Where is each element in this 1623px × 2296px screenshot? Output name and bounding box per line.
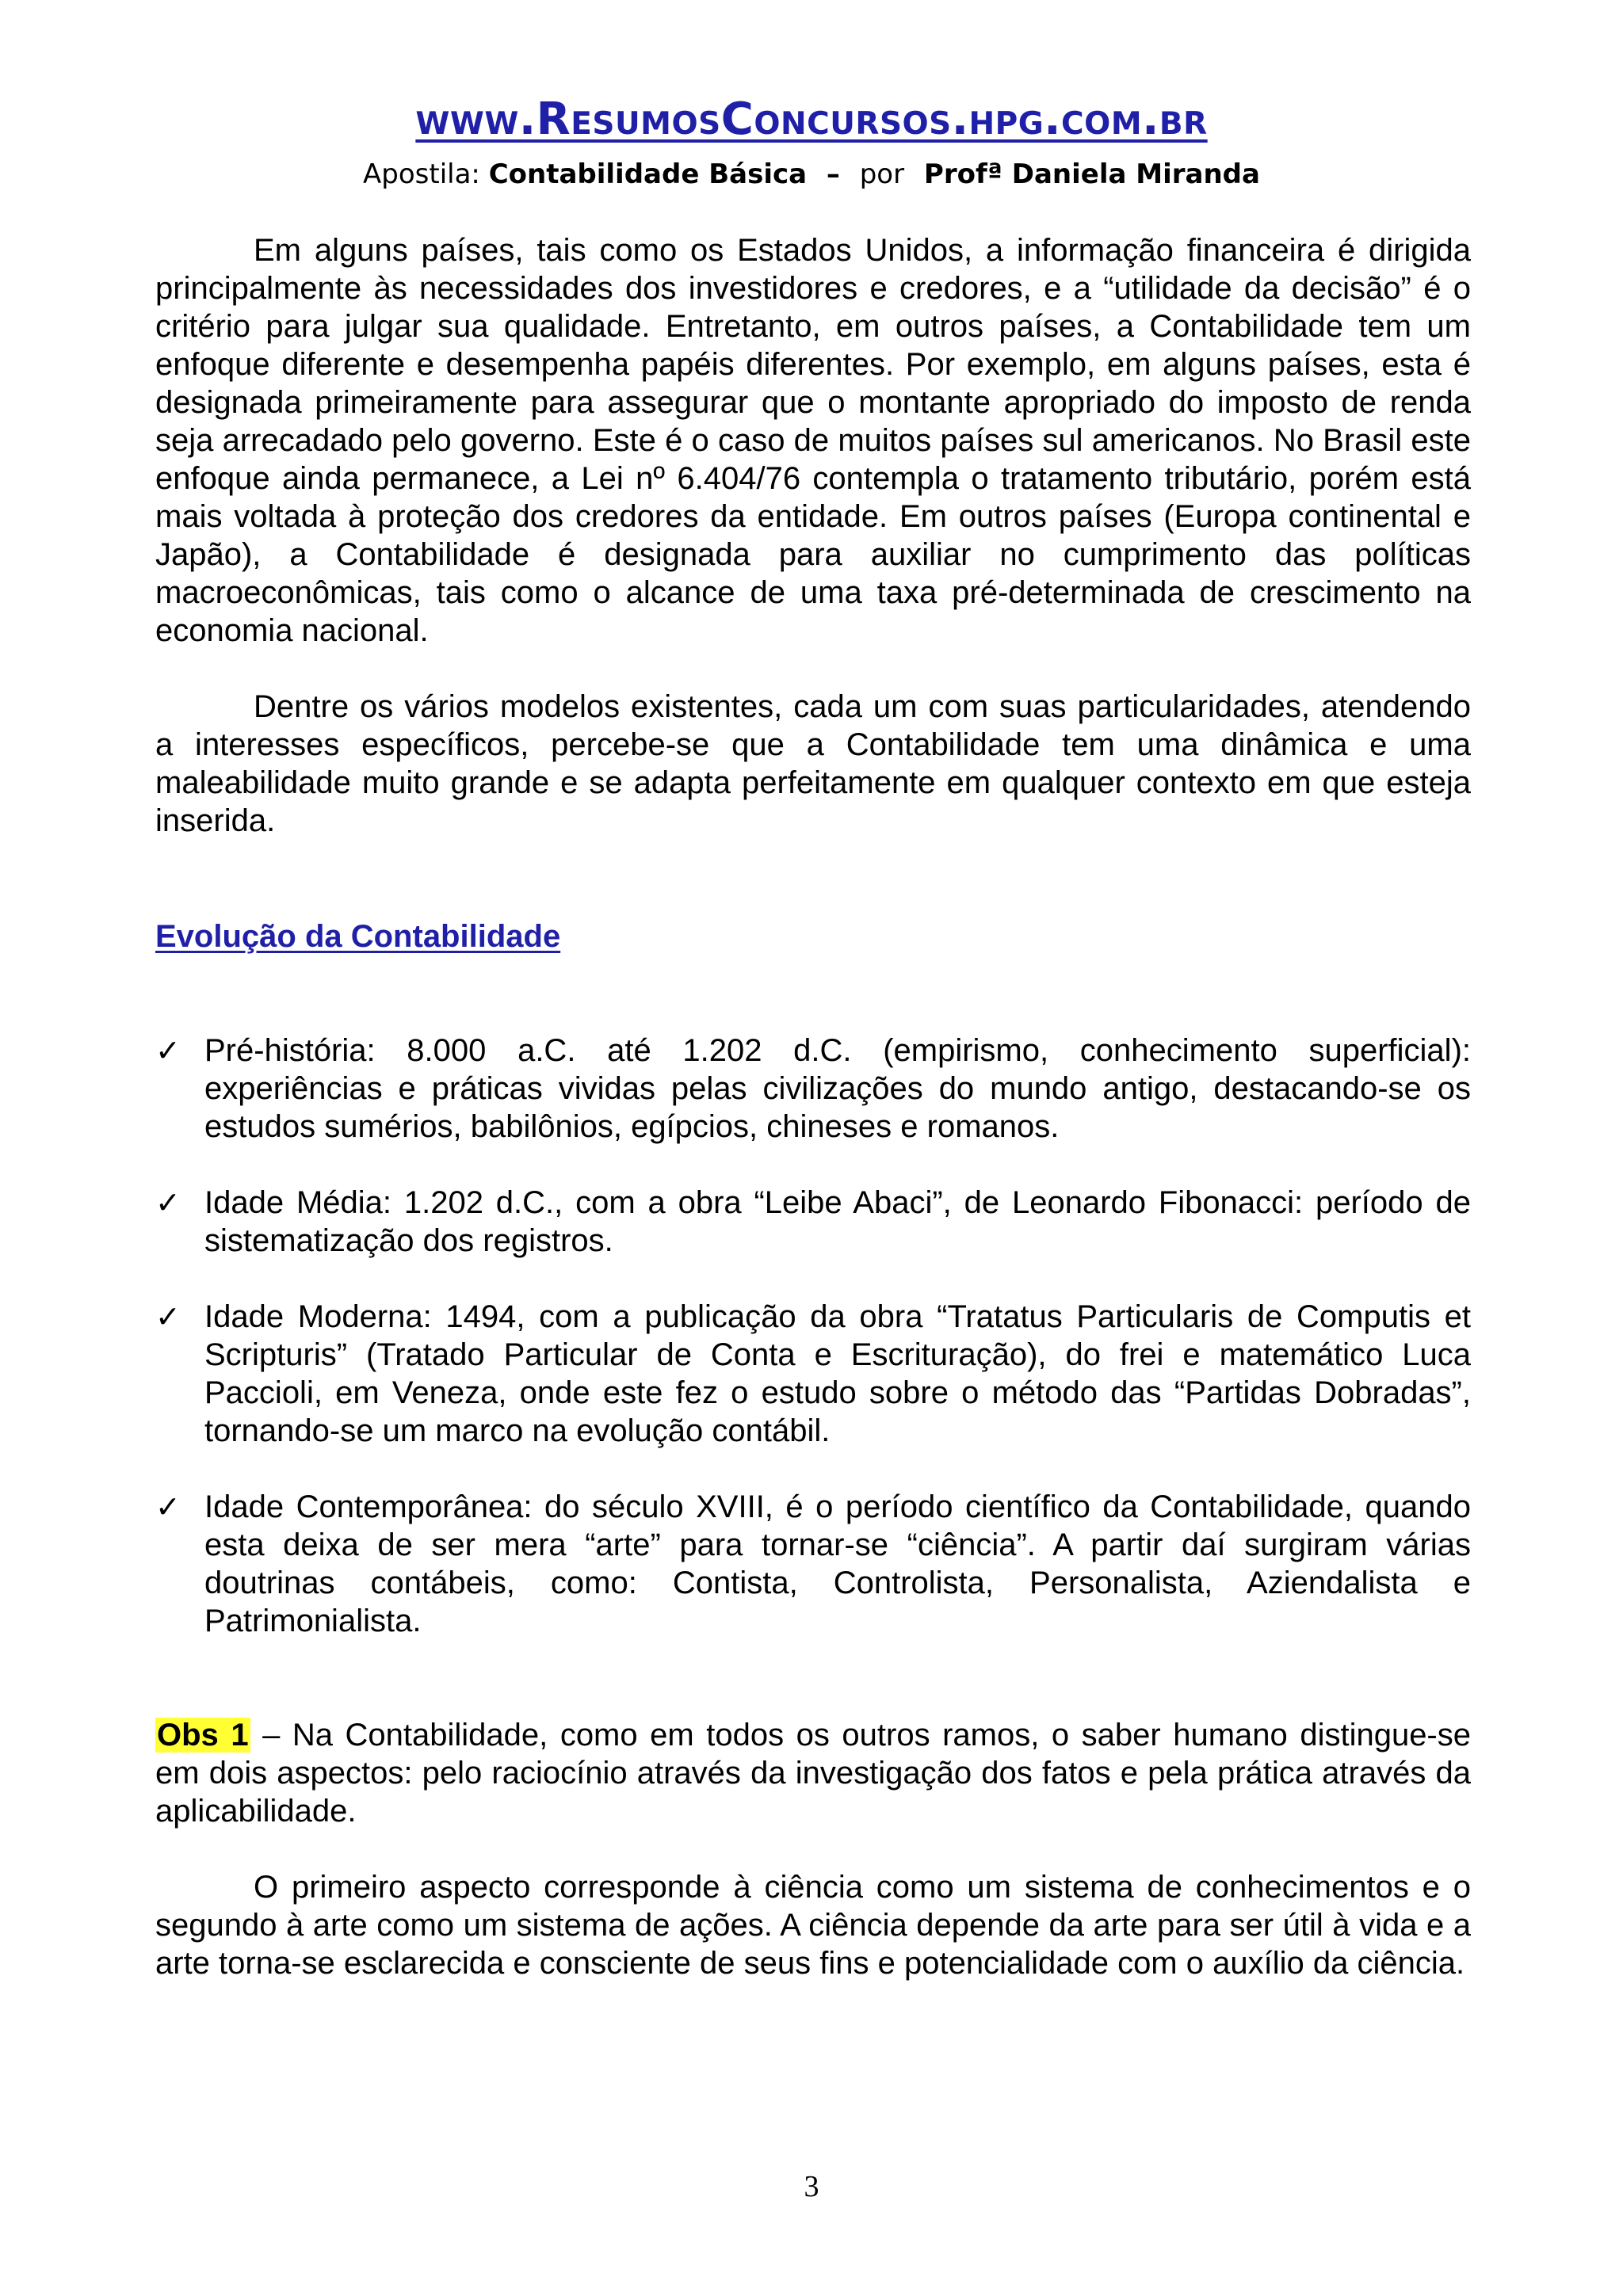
paragraph-intro: Em alguns países, tais como os Estados Unidos, a informação financeira é dirigida principalmente às necessidades dos investidores e credores, e a “utilidade da decisão” é o critério para julgar sua qualidade. Entretanto, em outros países, a Contabilidade tem um enfoque diferente e desempenha papéis diferentes. Por exemplo, em alguns países, esta é designada primeiramente para assegurar que o montante apropriado do imposto de renda seja arrecadado pelo governo. Este é o caso de muitos países sul americanos. No Brasil este enfoque ainda permanece, a Lei nº 6.404/76 contempla o tratamento tributário, porém está mais voltada à proteção dos credores da entidade. Em outros países (Europa continental e Japão), a Contabilidade é designada para auxiliar no cumprimento das políticas macroeconômicas, tais como o alcance de uma taxa pré-determinada de crescimento na economia nacional. xyxy=(155,233,1471,648)
subtitle-prefix: Apostila: xyxy=(363,158,480,190)
section-heading[interactable]: Evolução da Contabilidade xyxy=(155,919,561,954)
check-icon: ✓ xyxy=(155,1489,181,1524)
document-subtitle xyxy=(0,158,1623,191)
check-icon: ✓ xyxy=(155,1033,181,1068)
check-icon: ✓ xyxy=(155,1299,181,1334)
paragraph-science-art: O primeiro aspecto corresponde à ciência como um sistema de conhecimentos e o segundo à arte como um sistema de ações. A ciência depende da arte para ser útil à vida e a arte torna-se esclarecida e consciente de seus fins e potencialidade com o auxílio da ciência. xyxy=(155,1870,1471,1981)
subtitle-by: por xyxy=(859,158,905,190)
section-heading-wrapper xyxy=(155,917,1471,955)
subtitle-dash: – xyxy=(826,158,840,190)
page-number: 3 xyxy=(804,2170,819,2203)
author-name: Profª Daniela Miranda xyxy=(923,158,1260,190)
check-icon: ✓ xyxy=(155,1185,181,1220)
list-item-text: Pré-história: 8.000 a.C. até 1.202 d.C. (empirismo, conhecimento superficial): experiências e práticas vividas pelas civilizações do mundo antigo, destacando-se os estudos sumérios, babilônios, egípcios, chineses e romanos. xyxy=(204,1033,1471,1144)
list-item xyxy=(155,1488,1471,1640)
list-item-text: Idade Média: 1.202 d.C., com a obra “Leibe Abaci”, de Leonardo Fibonacci: período de sistematização dos registros. xyxy=(204,1185,1471,1258)
site-link[interactable]: www.ResumosConcursos.hpg.com.br xyxy=(415,93,1208,145)
list-item xyxy=(155,1298,1471,1450)
list-item xyxy=(155,1032,1471,1146)
paragraph-models: Dentre os vários modelos existentes, cada um com suas particularidades, atendendo a interesses específicos, percebe-se que a Contabilidade tem uma dinâmica e uma maleabilidade muito grande e se adapta perfeitamente em qualquer contexto em que esteja inserida. xyxy=(155,689,1471,838)
obs-paragraph xyxy=(155,1716,1471,1830)
list-item-text: Idade Moderna: 1494, com a publicação da obra “Tratatus Particularis de Computis et Scripturis” (Tratado Particular de Conta e Escrituração), do frei e matemático Luca Paccioli, em Veneza, onde este fez o estudo sobre o método das “Partidas Dobradas”, tornando-se um marco na evolução contábil. xyxy=(204,1299,1471,1448)
obs-label: Obs 1 xyxy=(157,1718,249,1753)
obs-text: – Na Contabilidade, como em todos os outros ramos, o saber humano distingue-se em dois aspectos: pelo raciocínio através da investigação dos fatos e pela prática através da aplicabilidade. xyxy=(155,1718,1472,1829)
list-item-text: Idade Contemporânea: do século XVIII, é o período científico da Contabilidade, quando esta deixa de ser mera “arte” para tornar-se “ciência”. A partir daí surgiram várias doutrinas contábeis, como: Contista, Controlista, Personalista, Aziendalista e Patrimonialista. xyxy=(204,1489,1471,1638)
list-item xyxy=(155,1184,1471,1260)
document-body xyxy=(155,231,1471,1982)
course-title: Contabilidade Básica xyxy=(488,158,808,190)
evolution-list xyxy=(155,1032,1471,1640)
